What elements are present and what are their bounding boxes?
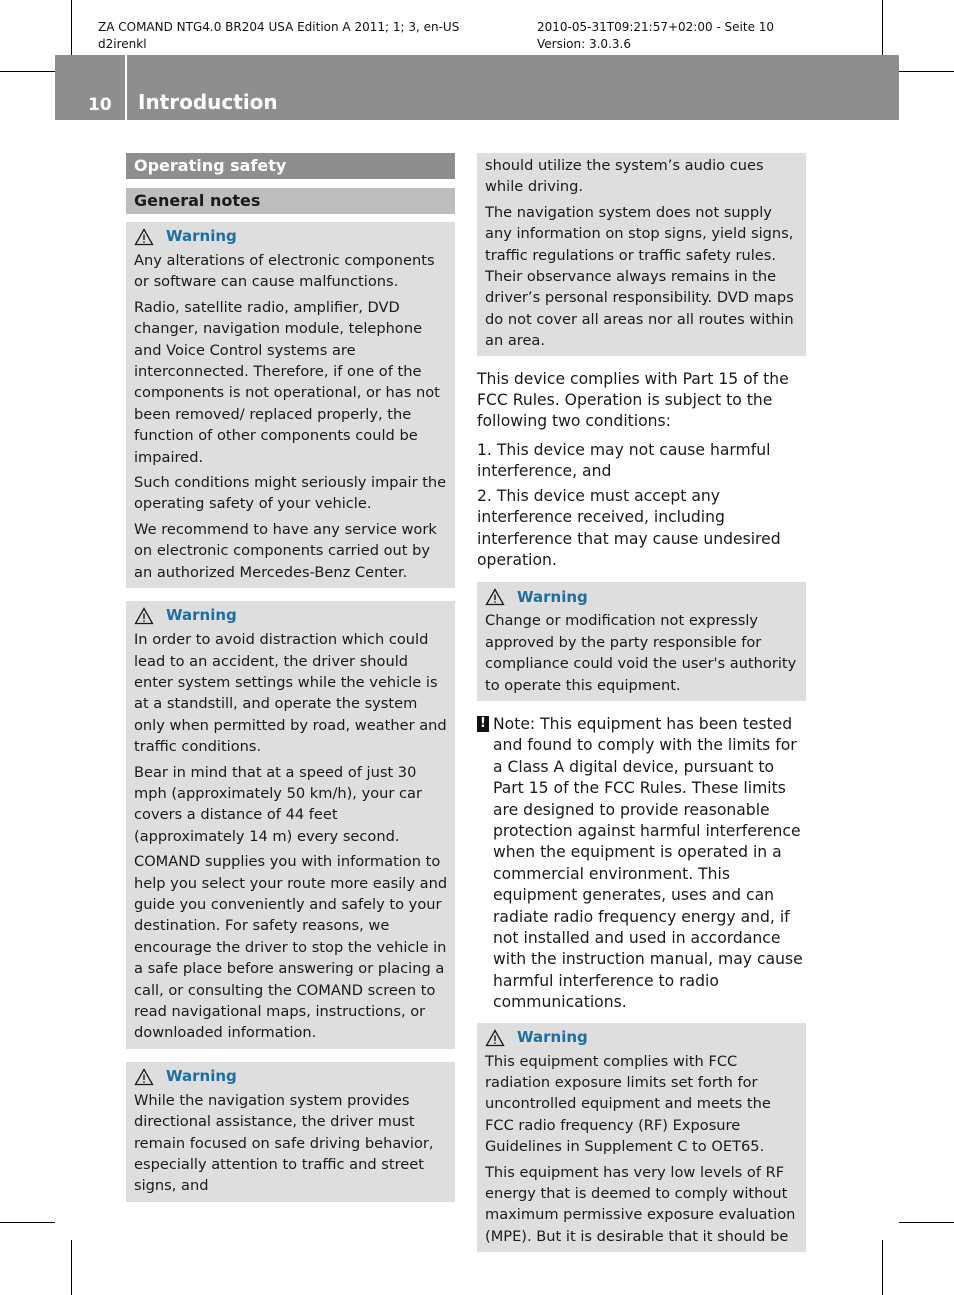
- exclamation-icon: !: [477, 716, 489, 732]
- warning-box-3: [126, 1062, 455, 1202]
- note-block: [477, 714, 806, 1014]
- warning-header: [485, 586, 800, 608]
- warning-triangle-icon: [485, 1029, 505, 1047]
- warning-text: While the navigation system provides directional assistance, the driver must remain focused on safe driving behavior, especially attention to traffic and street signs, and: [134, 1091, 434, 1195]
- warning-triangle-icon: [134, 228, 154, 246]
- print-meta-left: [98, 19, 459, 53]
- warning-header: [485, 1027, 800, 1049]
- crop-mark-bottom-left-h: [0, 1222, 55, 1223]
- print-meta-right: [537, 19, 774, 53]
- print-meta-version: Version: 3.0.3.6: [537, 37, 631, 51]
- print-meta-timestamp: 2010-05-31T09:21:57+02:00 - Seite 10: [537, 20, 775, 34]
- note-text: Note: This equipment has been tested and found to comply with the limits for a Class A digital device, pursuant to Part 15 of the FCC Rules. These limits are designed to provide reasonable protection against harmful interference when the equipment is operated in a commercial environment. This equipment generates, uses and can radiate radio frequency energy and, if not installed and used in accordance with the instruction manual, may cause harmful interference to radio communications.: [493, 714, 803, 1012]
- crop-mark-bottom-right-v: [882, 1240, 883, 1295]
- warning-triangle-icon: [134, 607, 154, 625]
- subsection-title: General notes: [126, 188, 455, 214]
- warning-text: We recommend to have any service work on electronic components carried out by an authorized Mercedes-Benz Center.: [134, 520, 437, 581]
- warning-text: Radio, satellite radio, amplifier, DVD changer, navigation module, telephone and Voice Control systems are interconnected. Therefore, if one of the components is not operational, or has not been removed/ replaced properly, the function of other components could be impaired.: [134, 298, 440, 466]
- body-paragraph: 2. This device must accept any interference received, including interference that may cause undesired operation.: [477, 486, 781, 569]
- chapter-title: Introduction: [138, 90, 278, 114]
- fcc-body-text: [477, 369, 806, 572]
- body-paragraph: 1. This device may not cause harmful interference, and: [477, 440, 771, 481]
- crop-mark-top-left-v: [71, 0, 72, 55]
- warning-triangle-icon: [485, 588, 505, 606]
- print-meta-author: d2irenkl: [98, 37, 147, 51]
- warning-box-4: [477, 582, 806, 701]
- warning-box-2: [126, 601, 455, 1049]
- warning-text: COMAND supplies you with information to help you select your route more easily and guide you conveniently and safely to your destination. For safety reasons, we encourage the driver to stop the vehicle in a safe place before answering or placing a call, or consulting the COMAND screen to read navigational maps, instructions, or downloaded information.: [134, 853, 448, 1042]
- warning-text: This equipment has very low levels of RF energy that is deemed to comply without maximum permissive exposure evaluation (MPE). But it is desirable that it should be: [485, 1163, 796, 1245]
- crop-mark-right-h: [899, 71, 954, 72]
- crop-mark-top-right-v: [882, 0, 883, 55]
- warning-box-5: [477, 1023, 806, 1253]
- print-meta-edition: ZA COMAND NTG4.0 BR204 USA Edition A 2011; 1; 3, en-US: [98, 20, 460, 34]
- warning-text: Such conditions might seriously impair the operating safety of your vehicle.: [134, 474, 447, 513]
- warning-label: Warning: [166, 1067, 237, 1086]
- warning-text: should utilize the system’s audio cues while driving.: [485, 157, 764, 196]
- warning-label: Warning: [166, 606, 237, 625]
- warning-header: [134, 605, 449, 627]
- section-title: Operating safety: [126, 153, 455, 179]
- page-number: 10: [88, 95, 112, 115]
- warning-label: Warning: [517, 587, 588, 606]
- warning-text: Bear in mind that at a speed of just 30 mph (approximately 50 km/h), your car covers a distance of 44 feet (approximately 14 m) every second.: [134, 763, 423, 845]
- warning-header: [134, 1066, 449, 1088]
- crop-mark-bottom-right-h: [899, 1222, 954, 1223]
- body-paragraph: This device complies with Part 15 of the FCC Rules. Operation is subject to the following two conditions:: [477, 369, 789, 431]
- header-divider: [125, 55, 127, 120]
- warning-box-1: [126, 222, 455, 588]
- warning-text: Any alterations of electronic components or software can cause malfunctions.: [134, 252, 435, 291]
- warning-triangle-icon: [134, 1068, 154, 1086]
- crop-mark-left-h: [0, 71, 55, 72]
- warning-text: In order to avoid distraction which could lead to an accident, the driver should enter system settings while the vehicle is at a standstill, and operate the system only when permitted by road, weather and traffic conditions.: [134, 631, 447, 756]
- warning-text: This equipment complies with FCC radiation exposure limits set forth for uncontrolled equipment and meets the FCC radio frequency (RF) Exposure Guidelines in Supplement C to OET65.: [485, 1052, 771, 1156]
- warning-label: Warning: [517, 1027, 588, 1046]
- left-column: [126, 153, 455, 1215]
- warning-text: Change or modification not expressly approved by the party responsible for compliance could void the user's authority to operate this equipment.: [485, 612, 797, 694]
- warning-continuation-box: [477, 153, 806, 356]
- right-column: [477, 153, 806, 1265]
- warning-label: Warning: [166, 227, 237, 246]
- warning-text: The navigation system does not supply any information on stop signs, yield signs, traffic regulations or traffic safety rules. Their observance always remains in the driver’s personal responsibility. DVD maps do not cover all areas nor all routes within an area.: [485, 203, 794, 350]
- warning-header: [134, 226, 449, 248]
- crop-mark-bottom-left-v: [71, 1240, 72, 1295]
